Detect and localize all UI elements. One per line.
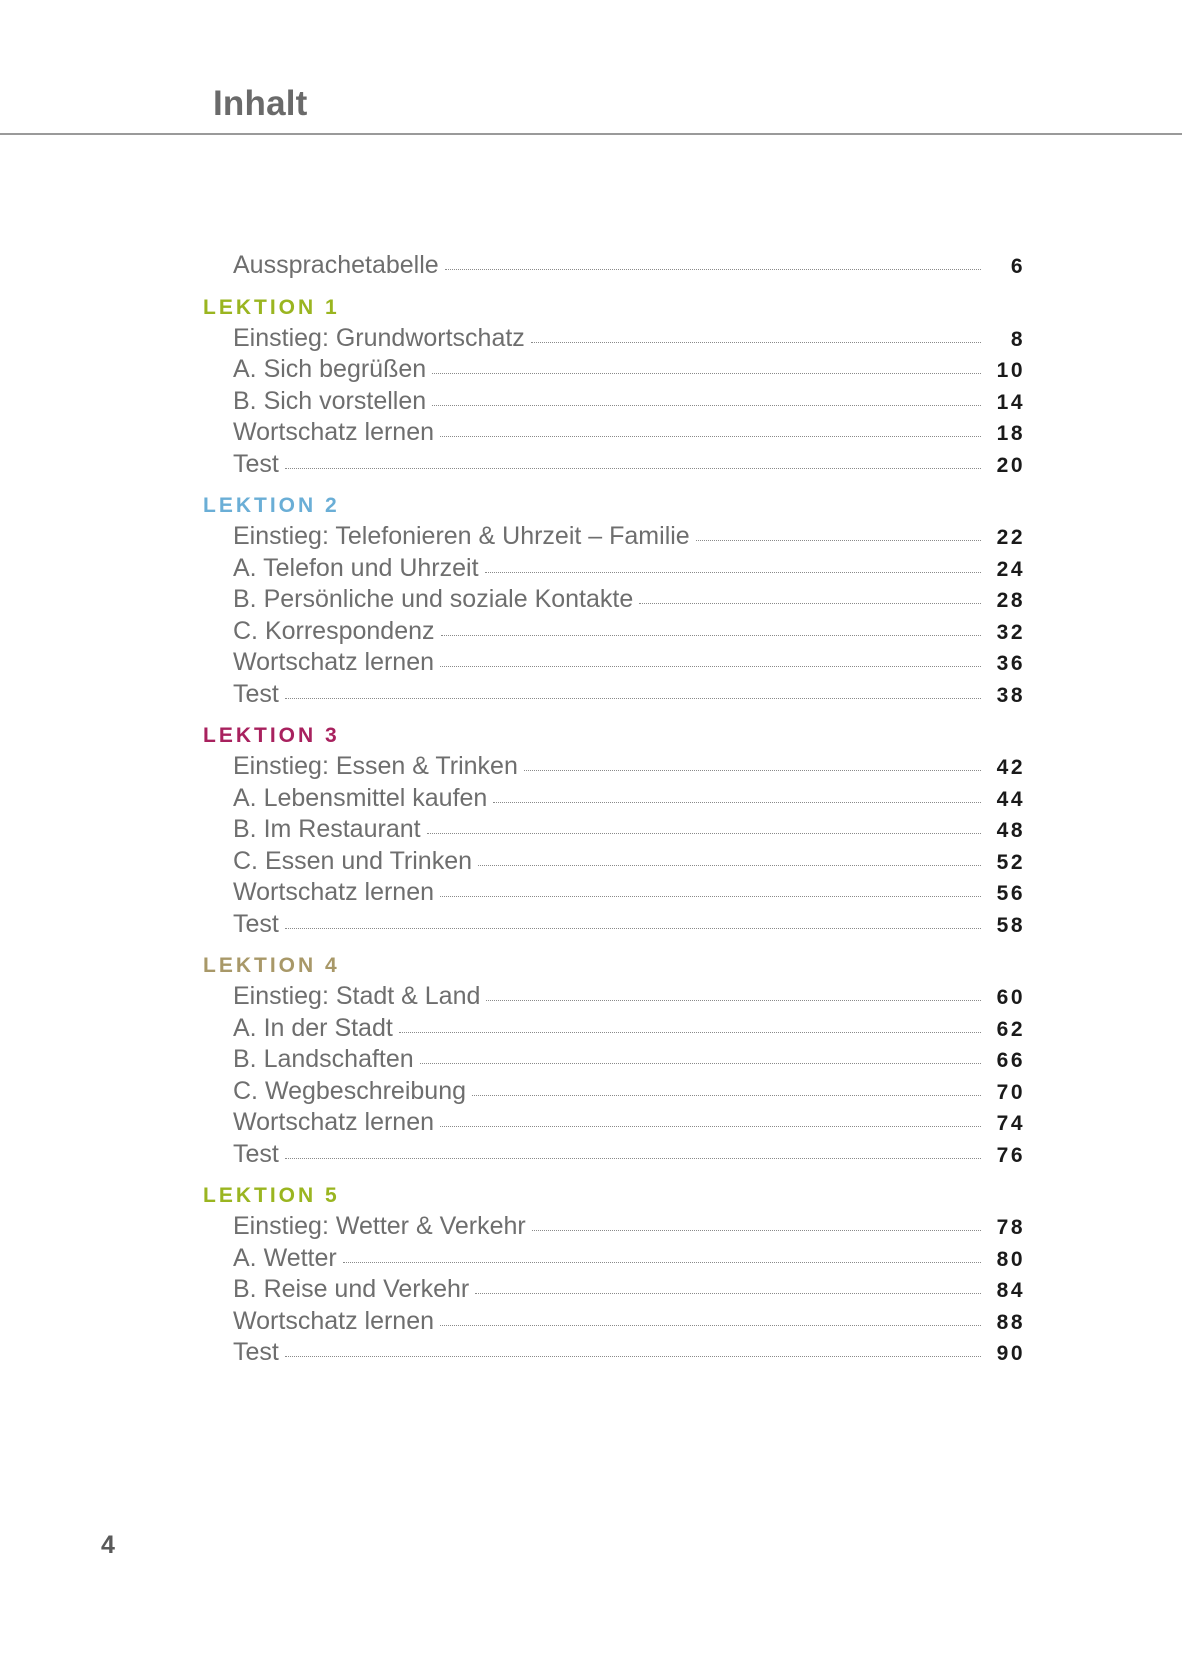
toc-entry-title: A. Telefon und Uhrzeit — [233, 553, 479, 582]
toc-entry-page: 60 — [996, 986, 1025, 1009]
lesson-heading: LEKTION 5 — [203, 1184, 340, 1207]
toc-entry[interactable] — [203, 981, 1025, 1013]
toc-entry[interactable] — [203, 647, 1025, 679]
toc-entry[interactable] — [203, 250, 1025, 282]
toc-entry-page: 48 — [996, 819, 1025, 842]
toc-entry[interactable] — [203, 616, 1025, 648]
toc-entry-title: Wortschatz lernen — [233, 1306, 435, 1335]
toc-entry-title: Einstieg: Wetter & Verkehr — [233, 1212, 526, 1240]
toc-entry-title: A. In der Stadt — [233, 1013, 393, 1042]
dot-leader — [486, 1000, 981, 1001]
toc-entry-page: 44 — [996, 787, 1025, 811]
dot-leader — [285, 1356, 981, 1357]
toc-entry-page: 52 — [996, 850, 1025, 874]
toc-entry[interactable] — [203, 386, 1025, 418]
toc-entry[interactable] — [203, 449, 1025, 481]
toc-entry[interactable] — [203, 1139, 1025, 1171]
toc-entry-page: 58 — [996, 913, 1025, 937]
dot-leader — [696, 540, 981, 541]
toc-entry-title: Aussprachetabelle — [233, 251, 439, 279]
toc-entry-title: A. Lebensmittel kaufen — [233, 783, 488, 812]
toc-entry[interactable] — [203, 1044, 1025, 1076]
page-number: 4 — [101, 1531, 115, 1559]
lesson-section — [203, 1180, 1025, 1369]
dot-leader — [343, 1262, 981, 1263]
toc-entry-title: B. Landschaften — [233, 1045, 414, 1073]
toc-entry-page: 18 — [996, 422, 1025, 445]
dot-leader — [440, 896, 981, 897]
toc-entry[interactable] — [203, 354, 1025, 386]
toc-entry-title: Test — [233, 679, 279, 708]
dot-leader — [531, 342, 981, 343]
lesson-section — [203, 720, 1025, 940]
dot-leader — [285, 928, 981, 929]
lesson-heading: LEKTION 2 — [203, 494, 340, 517]
toc-entry-title: B. Reise und Verkehr — [233, 1275, 470, 1303]
dot-leader — [432, 405, 981, 406]
toc-entry-title: Einstieg: Essen & Trinken — [233, 752, 518, 780]
dot-leader — [493, 802, 981, 803]
lesson-section — [203, 950, 1025, 1170]
toc-entry[interactable] — [203, 751, 1025, 783]
toc-entry-page: 8 — [1010, 327, 1025, 351]
dot-leader — [427, 833, 981, 834]
dot-leader — [475, 1293, 981, 1294]
toc-entry[interactable] — [203, 584, 1025, 616]
dot-leader — [285, 698, 981, 699]
toc-entry-title: Wortschatz lernen — [233, 878, 435, 906]
dot-leader — [639, 603, 981, 604]
toc-entry-title: C. Essen und Trinken — [233, 846, 473, 875]
table-of-contents — [203, 250, 1025, 1369]
dot-leader — [399, 1032, 981, 1033]
toc-entry-title: Wortschatz lernen — [233, 418, 435, 446]
toc-entry[interactable] — [203, 1337, 1025, 1369]
toc-entry[interactable] — [203, 1013, 1025, 1045]
lesson-heading: LEKTION 1 — [203, 295, 340, 319]
page-title: Inhalt — [213, 84, 308, 123]
toc-entry[interactable] — [203, 1107, 1025, 1139]
toc-entry-page: 76 — [996, 1143, 1025, 1167]
toc-entry[interactable] — [203, 679, 1025, 711]
toc-entry-title: Test — [233, 909, 279, 938]
toc-entry-title: Einstieg: Stadt & Land — [233, 982, 481, 1010]
toc-entry-title: Wortschatz lernen — [233, 648, 435, 676]
toc-entry-page: 36 — [996, 652, 1025, 675]
toc-entry[interactable] — [203, 846, 1025, 878]
toc-entry-title: B. Persönliche und soziale Kontakte — [233, 585, 634, 613]
toc-entry[interactable] — [203, 783, 1025, 815]
toc-entry-title: Einstieg: Telefonieren & Uhrzeit – Familie — [233, 522, 690, 550]
toc-entry[interactable] — [203, 877, 1025, 909]
toc-entry-title: Test — [233, 1338, 279, 1366]
header-divider — [0, 133, 1182, 135]
toc-entry-page: 6 — [1010, 255, 1025, 278]
lesson-section — [203, 292, 1025, 481]
toc-entry-title: Test — [233, 1139, 279, 1168]
toc-entry-page: 20 — [996, 453, 1025, 477]
toc-entry-page: 32 — [996, 620, 1025, 644]
dot-leader — [445, 269, 981, 270]
dot-leader — [285, 1158, 981, 1159]
toc-entry[interactable] — [203, 323, 1025, 355]
toc-entry-page: 66 — [996, 1049, 1025, 1072]
toc-entry-page: 74 — [996, 1112, 1025, 1135]
toc-entry-title: Test — [233, 449, 279, 478]
dot-leader — [440, 436, 981, 437]
toc-entry-page: 90 — [996, 1342, 1025, 1365]
toc-entry[interactable] — [203, 1211, 1025, 1243]
dot-leader — [440, 666, 981, 667]
toc-entry-page: 88 — [996, 1310, 1025, 1334]
toc-entry-title: Wortschatz lernen — [233, 1108, 435, 1136]
toc-entry-page: 56 — [996, 882, 1025, 905]
dot-leader — [285, 468, 981, 469]
toc-entry[interactable] — [203, 909, 1025, 941]
lesson-heading: LEKTION 3 — [203, 724, 340, 747]
dot-leader — [485, 572, 981, 573]
toc-entry-page: 14 — [996, 390, 1025, 414]
toc-entry-page: 38 — [996, 683, 1025, 707]
dot-leader — [472, 1095, 981, 1096]
lessons-list — [203, 292, 1025, 1369]
toc-entry-title: C. Korrespondenz — [233, 616, 435, 645]
toc-entry[interactable] — [203, 814, 1025, 846]
toc-entry-page: 24 — [996, 557, 1025, 581]
toc-entry-title: A. Wetter — [233, 1243, 337, 1272]
dot-leader — [420, 1063, 981, 1064]
toc-entry-title: A. Sich begrüßen — [233, 355, 427, 383]
dot-leader — [440, 1126, 981, 1127]
toc-entry-page: 78 — [996, 1216, 1025, 1239]
toc-entry-title: B. Sich vorstellen — [233, 386, 427, 415]
lesson-heading: LEKTION 4 — [203, 954, 340, 977]
dot-leader — [532, 1230, 981, 1231]
toc-entry[interactable] — [203, 1306, 1025, 1338]
toc-entry-page: 70 — [996, 1080, 1025, 1104]
toc-entry-page: 10 — [996, 359, 1025, 382]
dot-leader — [440, 1325, 981, 1326]
dot-leader — [441, 635, 981, 636]
toc-entry[interactable] — [203, 1076, 1025, 1108]
dot-leader — [478, 865, 981, 866]
toc-entry-page: 80 — [996, 1247, 1025, 1271]
toc-entry-page: 28 — [996, 589, 1025, 612]
dot-leader — [524, 770, 981, 771]
toc-entry[interactable] — [203, 1243, 1025, 1275]
toc-entry[interactable] — [203, 1274, 1025, 1306]
dot-leader — [432, 373, 981, 374]
lesson-section — [203, 490, 1025, 710]
toc-entry[interactable] — [203, 417, 1025, 449]
toc-entry-title: C. Wegbeschreibung — [233, 1076, 467, 1105]
toc-entry-page: 62 — [996, 1017, 1025, 1041]
toc-entry-page: 22 — [996, 526, 1025, 549]
toc-entry[interactable] — [203, 521, 1025, 553]
toc-entry-title: Einstieg: Grundwortschatz — [233, 323, 525, 352]
toc-entry-title: B. Im Restaurant — [233, 815, 421, 843]
toc-entry-page: 84 — [996, 1279, 1025, 1302]
toc-entry[interactable] — [203, 553, 1025, 585]
toc-entry-page: 42 — [996, 756, 1025, 779]
